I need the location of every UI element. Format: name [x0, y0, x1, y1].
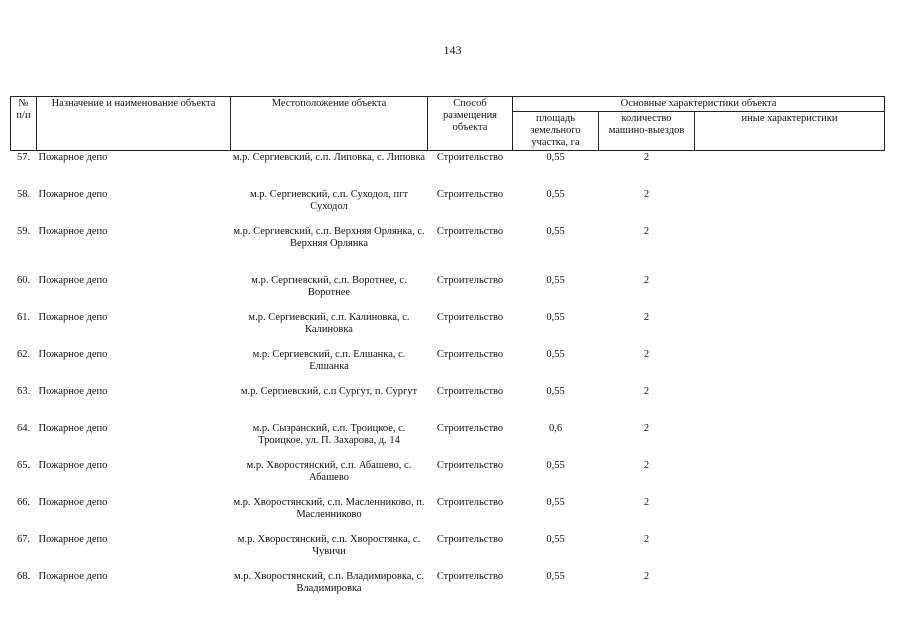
- vehicle-trips: 2: [643, 571, 650, 582]
- land-area: 0,55: [546, 226, 565, 237]
- header-characteristics: Основные характеристики объекта: [513, 97, 885, 112]
- other-characteristics: [695, 151, 885, 189]
- object-location: м.р. Хворостянский, с.п. Владимировка, с. Владимировка: [234, 571, 424, 594]
- land-area: 0,55: [546, 275, 565, 286]
- object-name: Пожарное депо: [38, 226, 108, 237]
- placement-method: Строительство: [436, 312, 504, 323]
- placement-method: Строительство: [436, 189, 504, 200]
- page-number: 143: [443, 43, 462, 57]
- object-name: Пожарное депо: [38, 423, 108, 434]
- row-number: 66.: [16, 497, 31, 508]
- row-number: 60.: [16, 275, 31, 286]
- object-location: м.р. Сергиевский, с.п. Калиновка, с. Калиновка: [248, 312, 410, 335]
- object-name: Пожарное депо: [38, 460, 108, 471]
- object-name: Пожарное депо: [38, 152, 108, 163]
- table-row: [11, 348, 885, 385]
- land-area: 0,55: [546, 571, 565, 582]
- land-area: 0,55: [546, 497, 565, 508]
- land-area: 0,55: [546, 386, 565, 397]
- row-number: 61.: [16, 312, 31, 323]
- table-row: [11, 274, 885, 311]
- vehicle-trips: 2: [643, 497, 650, 508]
- header-other: иные характеристики: [695, 112, 885, 151]
- header-name: Назначение и наименование объекта: [37, 97, 231, 151]
- table-header: [11, 97, 885, 151]
- land-area: 0,55: [546, 349, 565, 360]
- object-name: Пожарное депо: [38, 275, 108, 286]
- header-count: количество машино-выездов: [599, 112, 695, 151]
- object-name: Пожарное депо: [38, 497, 108, 508]
- placement-method: Строительство: [436, 275, 504, 286]
- objects-table: [10, 96, 885, 607]
- table-row: [11, 311, 885, 348]
- object-location: м.р. Сергиевский, с.п. Суходол, пгт Суходол: [250, 189, 408, 212]
- object-location: м.р. Хворостянский, с.п. Хворостянка, с. Чувичи: [237, 534, 421, 557]
- vehicle-trips: 2: [643, 312, 650, 323]
- object-name: Пожарное депо: [38, 571, 108, 582]
- vehicle-trips: 2: [643, 189, 650, 200]
- other-characteristics: [695, 459, 885, 496]
- other-characteristics: [695, 188, 885, 225]
- vehicle-trips: 2: [643, 226, 650, 237]
- other-characteristics: [695, 570, 885, 607]
- table-row: [11, 188, 885, 225]
- table-row: [11, 225, 885, 274]
- object-name: Пожарное депо: [38, 189, 108, 200]
- object-location: м.р. Сергиевский, с.п. Верхняя Орлянка, с. Верхняя Орлянка: [233, 226, 425, 249]
- object-name: Пожарное депо: [38, 534, 108, 545]
- object-name: Пожарное депо: [38, 312, 108, 323]
- vehicle-trips: 2: [643, 386, 650, 397]
- row-number: 62.: [16, 349, 31, 360]
- header-method: Способ размещения объекта: [428, 97, 513, 151]
- object-name: Пожарное депо: [38, 386, 108, 397]
- vehicle-trips: 2: [643, 275, 650, 286]
- other-characteristics: [695, 385, 885, 422]
- other-characteristics: [695, 533, 885, 570]
- placement-method: Строительство: [436, 386, 504, 397]
- other-characteristics: [695, 348, 885, 385]
- placement-method: Строительство: [436, 497, 504, 508]
- row-number: 59.: [16, 226, 31, 237]
- row-number: 65.: [16, 460, 31, 471]
- placement-method: Строительство: [436, 534, 504, 545]
- vehicle-trips: 2: [643, 349, 650, 360]
- table-row: [11, 151, 885, 189]
- land-area: 0,55: [546, 189, 565, 200]
- other-characteristics: [695, 225, 885, 274]
- land-area: 0,55: [546, 460, 565, 471]
- placement-method: Строительство: [436, 152, 504, 163]
- object-location: м.р. Сергиевский, с.п. Липовка, с. Липовка: [232, 152, 426, 163]
- placement-method: Строительство: [436, 349, 504, 360]
- placement-method: Строительство: [436, 226, 504, 237]
- vehicle-trips: 2: [643, 460, 650, 471]
- object-location: м.р. Сергиевский, с.п. Воротнее, с. Воротнее: [251, 275, 407, 298]
- object-name: Пожарное депо: [38, 349, 108, 360]
- object-location: м.р. Хворостянский, с.п. Масленниково, п. Масленниково: [233, 497, 425, 520]
- row-number: 67.: [16, 534, 31, 545]
- table-body: [11, 151, 885, 608]
- vehicle-trips: 2: [643, 423, 650, 434]
- vehicle-trips: 2: [643, 152, 650, 163]
- table-row: [11, 459, 885, 496]
- table-row: [11, 533, 885, 570]
- other-characteristics: [695, 422, 885, 459]
- table-row: [11, 496, 885, 533]
- row-number: 68.: [16, 571, 31, 582]
- header-location: Местоположение объекта: [231, 97, 428, 151]
- other-characteristics: [695, 311, 885, 348]
- table-row: [11, 570, 885, 607]
- row-number: 63.: [16, 386, 31, 397]
- placement-method: Строительство: [436, 423, 504, 434]
- placement-method: Строительство: [436, 460, 504, 471]
- object-location: м.р. Хворостянский, с.п. Абашево, с. Абашево: [246, 460, 412, 483]
- object-location: м.р. Сергиевский, с.п Сургут, п. Сургут: [240, 386, 418, 397]
- header-area: площадь земельного участка, га: [513, 112, 599, 151]
- table-row: [11, 385, 885, 422]
- vehicle-trips: 2: [643, 534, 650, 545]
- land-area: 0,55: [546, 152, 565, 163]
- table-row: [11, 422, 885, 459]
- row-number: 64.: [16, 423, 31, 434]
- land-area: 0,6: [548, 423, 563, 434]
- other-characteristics: [695, 496, 885, 533]
- placement-method: Строительство: [436, 571, 504, 582]
- other-characteristics: [695, 274, 885, 311]
- land-area: 0,55: [546, 534, 565, 545]
- object-location: м.р. Сергиевский, с.п. Елшанка, с. Елшанка: [252, 349, 406, 372]
- object-location: м.р. Сызранский, с.п. Троицкое, с. Троицкое, ул. П. Захарова, д. 14: [252, 423, 406, 446]
- header-num: № п/п: [11, 97, 37, 151]
- row-number: 58.: [16, 189, 31, 200]
- row-number: 57.: [16, 152, 31, 163]
- land-area: 0,55: [546, 312, 565, 323]
